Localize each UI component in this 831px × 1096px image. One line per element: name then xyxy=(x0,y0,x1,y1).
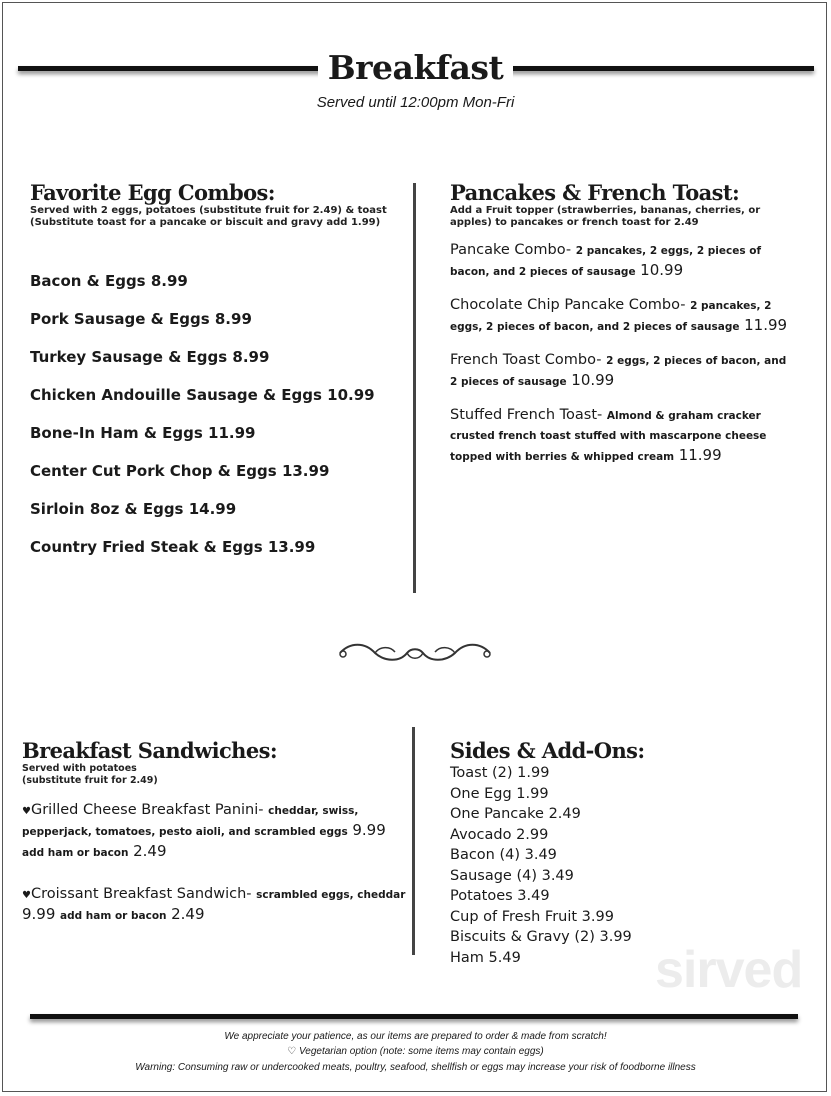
item-price: 10.99 xyxy=(640,261,684,279)
side-item: Sausage (4) 3.49 xyxy=(450,867,574,884)
column-divider xyxy=(413,183,416,593)
item-name: Center Cut Pork Chop & Eggs xyxy=(30,462,277,480)
item-price: 9.99 xyxy=(22,905,56,923)
item-name: Chicken Andouille Sausage & Eggs xyxy=(30,386,322,404)
menu-item xyxy=(30,348,269,366)
page-title: Breakfast xyxy=(0,48,831,87)
section-heading: Sides & Add-Ons: xyxy=(450,738,645,763)
menu-item xyxy=(30,310,252,328)
addon-label: add ham or bacon xyxy=(60,910,167,922)
item-price: 14.99 xyxy=(188,500,237,518)
item-description: 2 pancakes, 2 eggs, 2 pieces of bacon, and 2 pieces of sausage xyxy=(450,300,772,333)
menu-item xyxy=(22,801,407,863)
side-item: Potatoes 3.49 xyxy=(450,888,550,904)
menu-item xyxy=(22,885,407,926)
addon-label: add ham or bacon xyxy=(22,847,129,859)
egg-combos-section xyxy=(30,180,400,229)
item-name: Country Fried Steak & Eggs xyxy=(30,538,263,556)
item-price: 8.99 xyxy=(150,272,188,290)
item-price: 8.99 xyxy=(214,310,252,328)
side-item: One Pancake 2.49 xyxy=(450,806,581,822)
menu-item xyxy=(450,296,795,337)
item-price: 9.99 xyxy=(352,821,386,839)
menu-item xyxy=(450,351,795,392)
side-item: Toast (2) 1.99 xyxy=(450,765,550,781)
menu-item xyxy=(30,500,236,518)
item-description: 2 pancakes, 2 eggs, 2 pieces of bacon, and 2 pieces of sausage xyxy=(450,245,762,278)
item-name: French Toast Combo- xyxy=(450,352,602,368)
menu-item xyxy=(450,406,795,467)
side-item: Biscuits & Gravy (2) 3.99 xyxy=(450,929,632,945)
item-name: Sirloin 8oz & Eggs xyxy=(30,500,184,518)
sides-section xyxy=(450,738,650,968)
item-price: 11.99 xyxy=(744,316,788,334)
menu-item xyxy=(30,272,188,290)
item-price: 13.99 xyxy=(281,462,330,480)
section-note: Served with potatoes xyxy=(22,763,137,774)
sirved-watermark: sirved xyxy=(655,941,803,999)
item-description: cheddar, swiss, pepperjack, tomatoes, pesto aioli, and scrambled eggs xyxy=(22,805,359,838)
menu-item xyxy=(30,424,255,442)
item-name: Turkey Sausage & Eggs xyxy=(30,348,228,366)
item-name: Stuffed French Toast- xyxy=(450,407,603,423)
footer-rule xyxy=(30,1014,798,1019)
section-note: (substitute fruit for 2.49) xyxy=(22,775,158,786)
section-note: Served with 2 eggs, potatoes (substitute fruit for 2.49) & toast (Substitute toast for a pancake or biscuit and gravy add 1.99) xyxy=(30,205,387,228)
item-description: Almond & graham cracker crusted french toast stuffed with mascarpone cheese topped with berries & whipped cream xyxy=(450,410,767,463)
item-price: 11.99 xyxy=(678,446,722,464)
side-item: Cup of Fresh Fruit 3.99 xyxy=(450,908,614,925)
sandwiches-section xyxy=(22,738,407,948)
menu-item xyxy=(30,538,315,556)
section-heading: Favorite Egg Combos: xyxy=(30,180,275,205)
heart-icon: ♡ xyxy=(287,1046,297,1057)
flourish-ornament-icon xyxy=(335,640,495,666)
vegetarian-heart-icon: ♥ xyxy=(22,806,31,817)
section-heading: Breakfast Sandwiches: xyxy=(22,738,277,763)
menu-item xyxy=(30,386,375,404)
item-description: scrambled eggs, cheddar xyxy=(256,889,406,901)
vegetarian-heart-icon: ♥ xyxy=(22,890,31,901)
menu-item xyxy=(450,241,795,282)
food-safety-warning: Warning: Consuming raw or undercooked meats, poultry, seafood, shellfish or eggs may increase your risk of foodborne illness xyxy=(135,1062,696,1073)
addon-price: 2.49 xyxy=(133,842,167,860)
section-note: Add a Fruit topper (strawberries, bananas, cherries, or apples) to pancakes or french toast for 2.49 xyxy=(450,205,761,228)
item-price: 10.99 xyxy=(571,371,615,389)
item-name: Pancake Combo- xyxy=(450,242,572,258)
addon-price: 2.49 xyxy=(171,905,205,923)
item-price: 11.99 xyxy=(208,424,256,442)
item-price: 10.99 xyxy=(327,386,375,404)
item-price: 8.99 xyxy=(232,348,270,366)
item-name: Pork Sausage & Eggs xyxy=(30,310,210,328)
item-name: Chocolate Chip Pancake Combo- xyxy=(450,297,686,313)
column-divider xyxy=(412,727,415,955)
item-name: Bacon & Eggs xyxy=(30,272,146,290)
side-item: Bacon (4) 3.49 xyxy=(450,847,557,863)
vegetarian-legend: ♡ Vegetarian option (note: some items may contain eggs) xyxy=(287,1046,544,1057)
side-item: Avocado 2.99 xyxy=(450,826,549,843)
section-heading: Pancakes & French Toast: xyxy=(450,180,740,205)
item-description: 2 eggs, 2 pieces of bacon, and 2 pieces of sausage xyxy=(450,355,787,388)
footer-note: We appreciate your patience, as our items are prepared to order & made from scratch! xyxy=(224,1031,607,1042)
item-price: 13.99 xyxy=(267,538,316,556)
side-item: Ham 5.49 xyxy=(450,949,521,966)
side-item: One Egg 1.99 xyxy=(450,785,549,802)
item-name: Grilled Cheese Breakfast Panini- xyxy=(30,802,264,818)
menu-item xyxy=(30,462,329,480)
page-subtitle: Served until 12:00pm Mon-Fri xyxy=(316,94,515,111)
pancakes-section xyxy=(450,180,795,481)
item-name: Bone-In Ham & Eggs xyxy=(30,424,203,442)
item-name: Croissant Breakfast Sandwich- xyxy=(30,886,252,902)
